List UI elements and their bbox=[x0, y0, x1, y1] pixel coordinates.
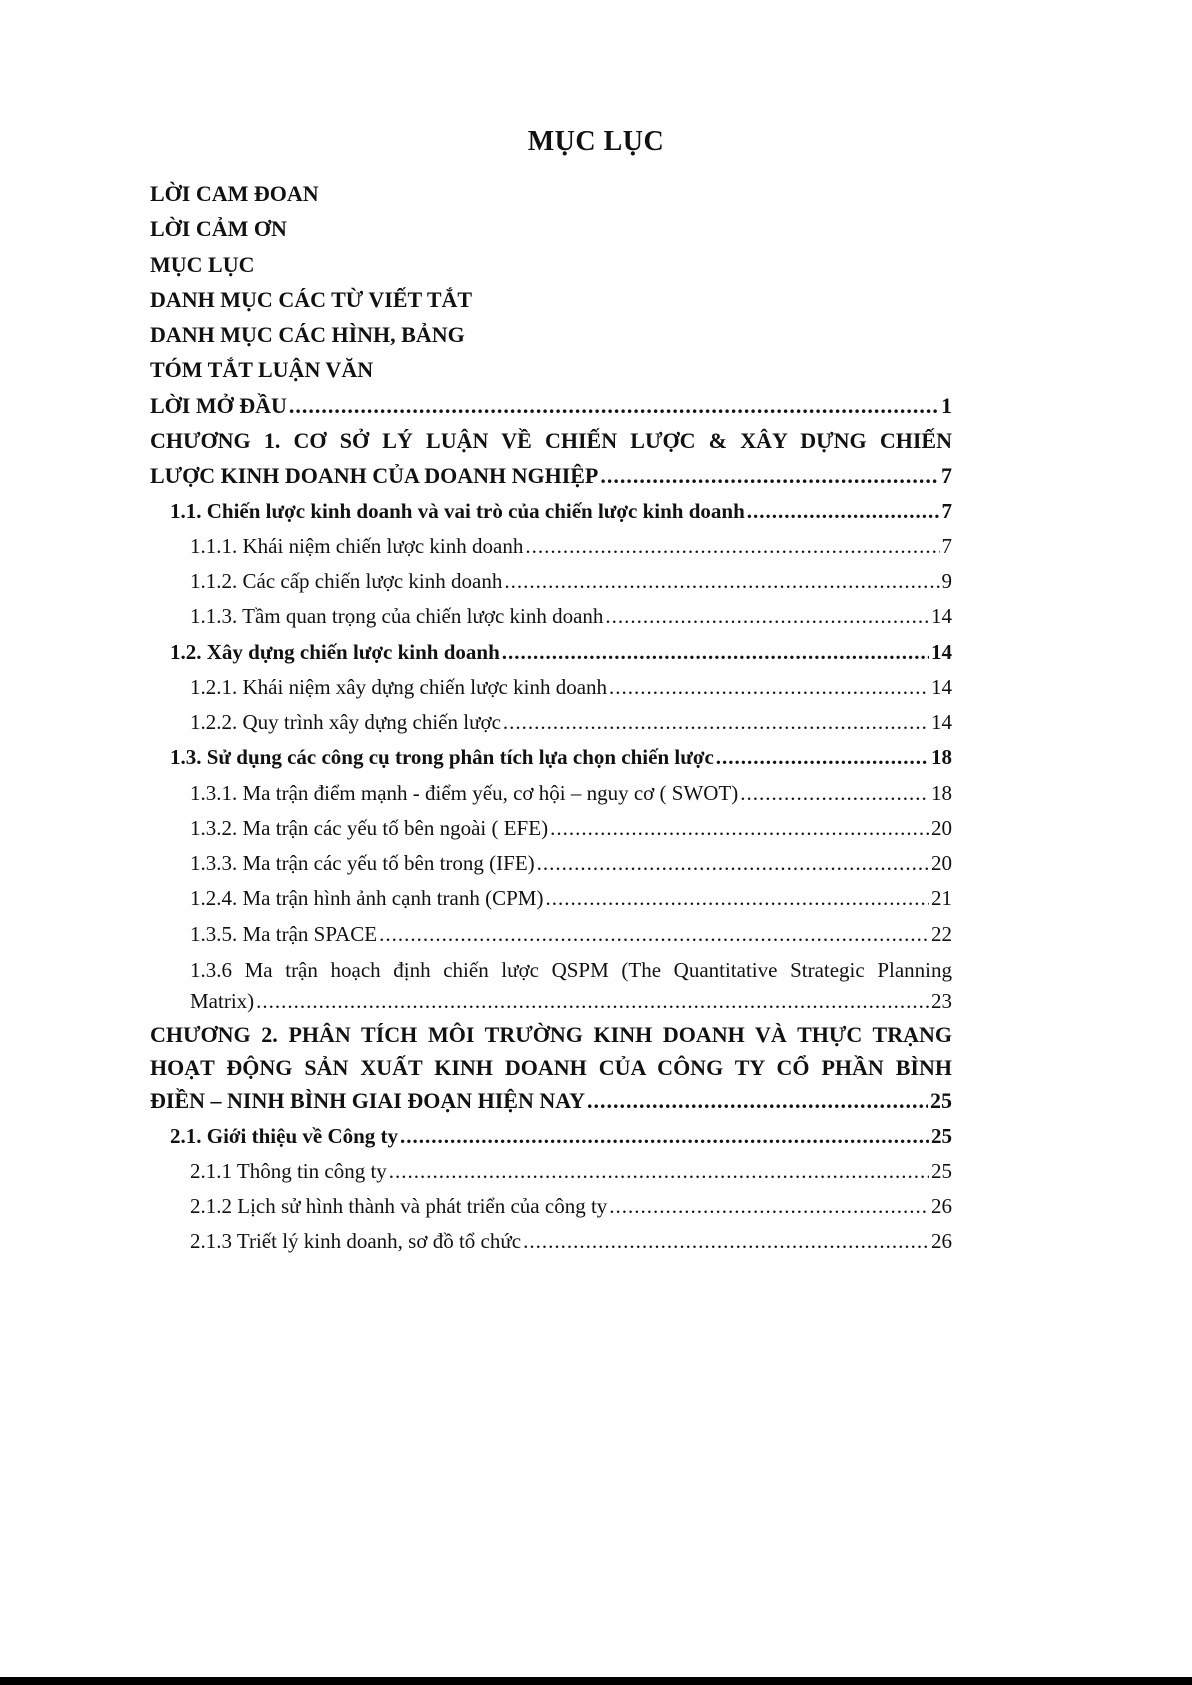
toc-leader-dots bbox=[523, 1227, 929, 1255]
toc-chapter-1-line-2 bbox=[150, 462, 952, 492]
toc-entry-intro bbox=[150, 392, 952, 422]
toc-leader-dots bbox=[716, 743, 929, 771]
toc-entry-text: ĐIỀN – NINH BÌNH GIAI ĐOẠN HIỆN NAY bbox=[150, 1088, 585, 1113]
toc-page-number: 25 bbox=[930, 1088, 952, 1113]
toc-chapter-2-line-3 bbox=[150, 1087, 952, 1117]
toc-leader-dots bbox=[504, 567, 939, 595]
toc-entry-text: 2.1.3 Triết lý kinh doanh, sơ đồ tổ chức bbox=[190, 1229, 522, 1253]
toc-entry-text: 1.1. Chiến lược kinh doanh và vai trò của chiến lược kinh doanh bbox=[170, 499, 745, 523]
toc-chapter-2-line-1: CHƯƠNG 2. PHÂN TÍCH MÔI TRƯỜNG KINH DOANH VÀ THỰC TRẠNG bbox=[150, 1022, 952, 1047]
toc-subsection-1-2-1 bbox=[190, 673, 952, 703]
toc-section-1-1 bbox=[170, 497, 952, 527]
toc-subsection-1-2-2 bbox=[190, 708, 952, 738]
toc-entry-text: 1.2.4. Ma trận hình ảnh cạnh tranh (CPM) bbox=[190, 886, 544, 910]
toc-page-number: 7 bbox=[941, 499, 952, 523]
toc-entry-text: 1.3.5. Ma trận SPACE bbox=[190, 922, 378, 946]
toc-page-number: 1 bbox=[941, 393, 952, 418]
toc-page-number: 26 bbox=[931, 1194, 952, 1218]
toc-leader-dots bbox=[609, 673, 929, 701]
toc-leader-dots bbox=[502, 638, 929, 666]
toc-subsection-1-1-3 bbox=[190, 602, 952, 632]
toc-page-number: 20 bbox=[931, 816, 952, 840]
toc-entry-text: 1.3.2. Ma trận các yếu tố bên ngoài ( EFE) bbox=[190, 816, 549, 840]
toc-entry-text: 1.2. Xây dựng chiến lược kinh doanh bbox=[170, 640, 500, 664]
toc-leader-dots bbox=[525, 532, 939, 560]
toc-page-number: 14 bbox=[931, 675, 952, 699]
toc-page-number: 7 bbox=[941, 534, 952, 558]
toc-subsection-1-3-3 bbox=[190, 849, 952, 879]
toc-leader-dots bbox=[256, 987, 929, 1015]
toc-entry-text: 2.1.2 Lịch sử hình thành và phát triển của công ty bbox=[190, 1194, 608, 1218]
toc-page-number: 20 bbox=[931, 851, 952, 875]
toc-entry-text: 1.3.3. Ma trận các yếu tố bên trong (IFE) bbox=[190, 851, 535, 875]
toc-section-1-2 bbox=[170, 638, 952, 668]
toc-leader-dots bbox=[740, 779, 929, 807]
toc-page-number: 14 bbox=[931, 710, 952, 734]
toc-page-number: 9 bbox=[941, 569, 952, 593]
toc-subsection-1-3-5 bbox=[190, 920, 952, 950]
toc-leader-dots bbox=[400, 1122, 929, 1150]
toc-page-number: 26 bbox=[931, 1229, 952, 1253]
toc-chapter-1-line-1: CHƯƠNG 1. CƠ SỞ LÝ LUẬN VỀ CHIẾN LƯỢC & XÂY DỰNG CHIẾN bbox=[150, 428, 952, 453]
toc-leader-dots bbox=[605, 602, 929, 630]
toc-page-number: 18 bbox=[931, 781, 952, 805]
toc-front-matter-item: LỜI CAM ĐOAN bbox=[150, 181, 319, 206]
toc-page-number: 7 bbox=[941, 463, 952, 488]
toc-leader-dots bbox=[600, 462, 939, 490]
toc-subsection-1-3-6-line-1: 1.3.6 Ma trận hoạch định chiến lược QSPM (The Quantitative Strategic Planning bbox=[190, 958, 952, 982]
page-bottom-edge bbox=[0, 1677, 1192, 1685]
toc-entry-text: LỜI MỞ ĐẦU bbox=[150, 393, 287, 418]
toc-front-matter-item: DANH MỤC CÁC HÌNH, BẢNG bbox=[150, 322, 465, 347]
toc-page-number: 14 bbox=[931, 640, 952, 664]
toc-entry-text: 1.1.2. Các cấp chiến lược kinh doanh bbox=[190, 569, 503, 593]
toc-leader-dots bbox=[389, 1157, 929, 1185]
toc-entry-text: 2.1.1 Thông tin công ty bbox=[190, 1159, 387, 1183]
toc-subsection-1-1-2 bbox=[190, 567, 952, 597]
toc-entry-text: 2.1. Giới thiệu về Công ty bbox=[170, 1124, 399, 1148]
toc-page-number: 14 bbox=[931, 604, 952, 628]
toc-subsection-1-3-2 bbox=[190, 814, 952, 844]
toc-subsection-2-1-3 bbox=[190, 1227, 952, 1257]
toc-leader-dots bbox=[747, 497, 940, 525]
toc-subsection-1-3-6-line-2 bbox=[190, 987, 952, 1017]
toc-entry-text: 1.1.3. Tầm quan trọng của chiến lược kinh doanh bbox=[190, 604, 604, 628]
toc-leader-dots bbox=[609, 1192, 929, 1220]
toc-leader-dots bbox=[379, 920, 929, 948]
toc-subsection-1-3-1 bbox=[190, 779, 952, 809]
toc-subsection-2-1-1 bbox=[190, 1157, 952, 1187]
page-title: MỤC LỤC bbox=[527, 126, 665, 157]
toc-chapter-2-line-2: HOẠT ĐỘNG SẢN XUẤT KINH DOANH CỦA CÔNG TY CỔ PHẦN BÌNH bbox=[150, 1055, 952, 1080]
toc-page-number: 25 bbox=[931, 1159, 952, 1183]
toc-leader-dots bbox=[289, 392, 939, 420]
toc-page-number: 25 bbox=[931, 1124, 952, 1148]
toc-subsection-1-2-4 bbox=[190, 884, 952, 914]
toc-page-number: 21 bbox=[931, 886, 952, 910]
toc-subsection-1-1-1 bbox=[190, 532, 952, 562]
toc-page-number: 22 bbox=[931, 922, 952, 946]
toc-page-number: 18 bbox=[931, 745, 952, 769]
toc-section-2-1 bbox=[170, 1122, 952, 1152]
toc-front-matter-item: LỜI CẢM ƠN bbox=[150, 216, 287, 241]
toc-entry-text: 1.2.1. Khái niệm xây dựng chiến lược kinh doanh bbox=[190, 675, 608, 699]
toc-entry-text: Matrix) bbox=[190, 989, 255, 1013]
toc-leader-dots bbox=[587, 1087, 928, 1115]
toc-entry-text: 1.1.1. Khái niệm chiến lược kinh doanh bbox=[190, 534, 524, 558]
toc-entry-text: 1.3. Sử dụng các công cụ trong phân tích lựa chọn chiến lược bbox=[170, 745, 714, 769]
toc-leader-dots bbox=[537, 849, 929, 877]
toc-front-matter-item: DANH MỤC CÁC TỪ VIẾT TẮT bbox=[150, 287, 473, 312]
toc-subsection-2-1-2 bbox=[190, 1192, 952, 1222]
toc-entry-text: 1.2.2. Quy trình xây dựng chiến lược bbox=[190, 710, 501, 734]
toc-leader-dots bbox=[503, 708, 929, 736]
toc-leader-dots bbox=[550, 814, 929, 842]
toc-page-number: 23 bbox=[931, 989, 952, 1013]
toc-front-matter-item: MỤC LỤC bbox=[150, 252, 255, 277]
toc-front-matter-item: TÓM TẮT LUẬN VĂN bbox=[150, 357, 374, 382]
toc-section-1-3 bbox=[170, 743, 952, 773]
toc-leader-dots bbox=[545, 884, 929, 912]
toc-entry-text: LƯỢC KINH DOANH CỦA DOANH NGHIỆP bbox=[150, 463, 599, 488]
toc-entry-text: 1.3.1. Ma trận điểm mạnh - điểm yếu, cơ hội – nguy cơ ( SWOT) bbox=[190, 781, 739, 805]
